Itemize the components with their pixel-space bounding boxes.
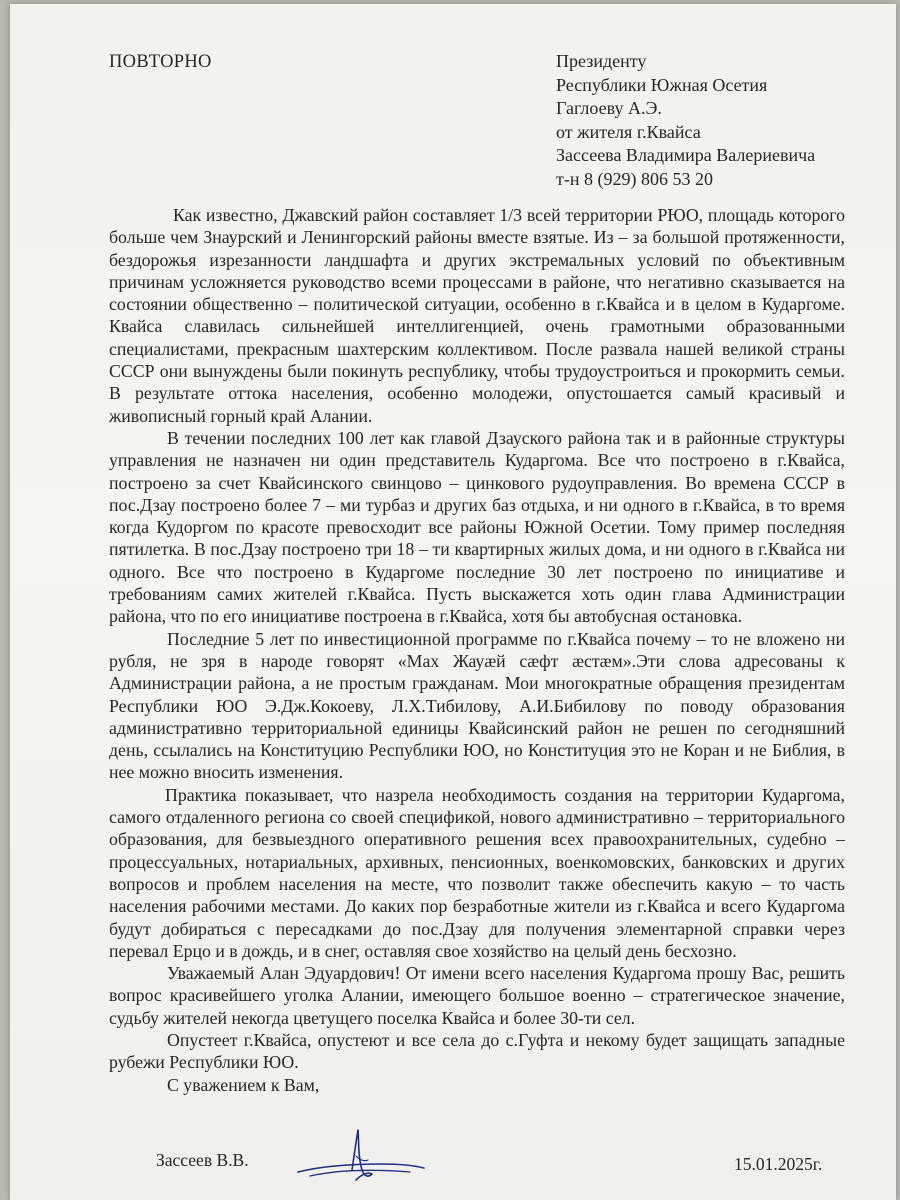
body-paragraph: Практика показывает, что назрела необходимость создания на территории Кударгома, самого отдаленного региона со своей спецификой, нового административно – территориального образования, для безвыездного оперативного решения всех правоохранительных, судебно – процессуальных, нотариальных, архивных, пенсионных, военкомовских, банковских и других вопросов и проблем населения на месте, что позволит также обеспечить какую – то часть населения рабочими местами. До каких пор безработные жители из г.Квайса и всего Кударгома будут добираться с пересадками до пос.Дзау для получения элементарной справки через перевал Ерцо и в дождь, и в снег, оставляя свое хозяйство на целый день бесхозно. [109,784,845,961]
addressee-line: Республики Южная Осетия [556,74,768,95]
body-paragraph: Как известно, Джавский район составляет 1/3 всей территории РЮО, площадь которого больше чем Знаурский и Ленингорский районы вместе взятые. Из – за большой протяженности, бездорожья изрезанности ландшафта и других экстремальных условий по объективным причинам усложняется руководство всеми процессами в районе, что негативно сказывается на состоянии общественно – политической ситуации, особенно в г.Квайса и в целом в Кударгоме. Квайса славилась сильнейшей интеллигенцией, очень грамотными образованными специалистами, прекрасным шахтерским коллективом. После развала нашей великой страны СССР они вынуждены были покинуть республику, чтобы трудоустроиться и прокормить семьи. В результате оттока населения, особенно молодежи, опустошается самый красивый и живописный горный край Алании. [109,205,845,426]
addressee-line: от жителя г.Квайса [556,121,701,142]
addressee-line: Президенту [556,51,647,71]
body-paragraph: В течении последних 100 лет как главой Дзауского района так и в районные структуры управления не назначен ни один представитель Кударгома. Все что построено в г.Квайса, построено за счет Квайсинского свинцово – цинкового рудоуправления. Во времена СССР в пос.Дзау построено более 7 – ми турбаз и других баз отдыха, и ни одного в г.Квайса, в то время когда Кудоргом по красоте превосходит все районы Южной Осетии. Тому пример последняя пятилетка. В пос.Дзау построено три 18 – ти квартирных жилых дома, и ни одного в г.Квайса ни одного. Все что построено в Кударгоме последние 30 лет построено по инициативе и требованиям самих жителей г.Квайса. Пусть выскажется хоть один глава Администрации района, что по его инициативе построена в г.Квайса, хотя бы автобусная остановка. [109,427,845,627]
handwritten-signature [292,1126,432,1194]
body-paragraph: Уважаемый Алан Эдуардович! От имени всего населения Кударгома прошу Вас, решить вопрос красивейшего уголка Алании, имеющего большое военно – стратегическое значение, судьбу жителей некогда цветущего поселка Квайса и более 30-ти сел. [109,963,845,1028]
body-paragraph: Опустеет г.Квайса, опустеют и все села до с.Гуфта и некому будет защищать западные рубежи Республики ЮО. [109,1029,845,1073]
addressee-line: т-н 8 (929) 806 53 20 [556,168,713,189]
letter-page [10,4,896,1200]
signature-row [10,1142,896,1200]
addressee-line: Гаглоеву А.Э. [556,98,662,119]
closing-line: С уважением к Вам, [167,1074,320,1095]
repeat-mark: ПОВТОРНО [109,52,212,72]
letter-body [109,204,845,1096]
letter-date: 15.01.2025г. [734,1154,823,1174]
signer-name: Зассеев В.В. [156,1150,249,1170]
addressee-line: Зассеева Владимира Валериевича [556,145,816,166]
addressee-block [556,50,815,192]
body-paragraph: Последние 5 лет по инвестиционной программе по г.Квайса почему – то не вложено ни рубля, не зря в народе говорят «Мах Жауæй сæфт æстæм».Эти слова адресованы к Администрации района, а не простым гражданам. Мои многократные обращения президентам Республики ЮО Э.Дж.Кокоеву, Л.Х.Тибилову, А.И.Бибилову по поводу образования административно территориальной единицы Квайсинский район не решен по сегодняшний день, ссылались на Конституцию Республики ЮО, но Конституция это не Коран и не Библия, в нее можно вносить изменения. [109,628,845,783]
